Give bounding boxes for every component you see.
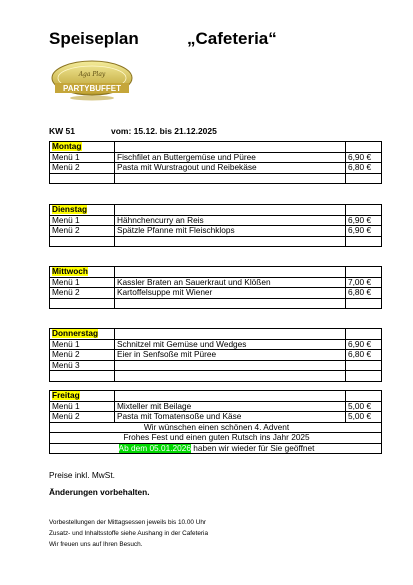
- menu-row: [50, 152, 382, 163]
- price-note: Preise inkl. MwSt.: [49, 470, 115, 480]
- menu-row: [50, 288, 382, 299]
- spacer-row: [50, 173, 382, 184]
- week-dates: vom: 15.12. bis 21.12.2025: [111, 126, 217, 136]
- menu-dish: Schnitzel mit Gemüse und Wedges: [115, 339, 346, 350]
- menu-dish: Kassler Braten an Sauerkraut und Klößen: [115, 277, 346, 288]
- menu-row: [50, 163, 382, 174]
- changes-note: Änderungen vorbehalten.: [49, 487, 150, 497]
- menu-row: [50, 412, 382, 423]
- menu-label: Menü 2: [50, 288, 115, 299]
- day-name: Donnerstag: [50, 329, 115, 340]
- menu-price: 6,80 €: [346, 288, 382, 299]
- menu-label: Menü 1: [50, 401, 115, 412]
- menu-price: 6,90 €: [346, 226, 382, 237]
- logo-text: PARTYBUFFET: [62, 84, 122, 93]
- footer-row: [50, 422, 382, 433]
- menu-label: Menü 1: [50, 215, 115, 226]
- menu-dish: Eier in Senfsoße mit Püree: [115, 350, 346, 361]
- menu-label: Menü 2: [50, 163, 115, 174]
- footer-row: [50, 443, 382, 454]
- menu-dish: Fischfilet an Buttergemüse und Püree: [115, 152, 346, 163]
- day-header-row: [50, 391, 382, 402]
- menu-price: 5,00 €: [346, 401, 382, 412]
- menu-dish: Pasta mit Tomatensoße und Käse: [115, 412, 346, 423]
- menu-label: Menü 1: [50, 152, 115, 163]
- menu-price: 6,90 €: [346, 215, 382, 226]
- spacer-row: [50, 298, 382, 309]
- menu-label: Menü 2: [50, 412, 115, 423]
- reopening-date: Ab dem 05.01.2026: [118, 443, 191, 453]
- reopening-text: haben wir wieder für Sie geöffnet: [190, 443, 315, 453]
- menu-dish: Kartoffelsuppe mit Wiener: [115, 288, 346, 299]
- menu-label: Menü 3: [50, 360, 115, 371]
- day-table-dienstag: [49, 204, 382, 247]
- menu-dish: Hähnchencurry an Reis: [115, 215, 346, 226]
- day-table-donnerstag: [49, 328, 382, 382]
- menu-price: 6,80 €: [346, 350, 382, 361]
- menu-price: 5,00 €: [346, 412, 382, 423]
- menu-label: Menü 1: [50, 277, 115, 288]
- menu-price: 6,90 €: [346, 152, 382, 163]
- day-name: Mittwoch: [50, 267, 115, 278]
- spacer-row: [50, 236, 382, 247]
- menu-row: [50, 277, 382, 288]
- menu-label: Menü 2: [50, 350, 115, 361]
- menu-row: [50, 215, 382, 226]
- spacer-row: [50, 371, 382, 382]
- menu-dish: Spätzle Pfanne mit Fleischklops: [115, 226, 346, 237]
- menu-row: [50, 401, 382, 412]
- menu-row: [50, 339, 382, 350]
- day-table-freitag: [49, 390, 382, 454]
- menu-label: Menü 2: [50, 226, 115, 237]
- menu-dish: Pasta mit Wurstragout und Reibekäse: [115, 163, 346, 174]
- day-header-row: [50, 205, 382, 216]
- allergen-note: Zusatz- und Inhaltsstoffe siehe Aushang in der Cafeteria: [49, 530, 209, 537]
- holiday-greeting: Frohes Fest und einen guten Rutsch ins Jahr 2025: [50, 433, 382, 444]
- day-header-row: [50, 142, 382, 153]
- menu-price: [346, 360, 382, 371]
- menu-dish: Mixteller mit Beilage: [115, 401, 346, 412]
- party-buffet-logo: [49, 56, 135, 102]
- day-header-row: [50, 329, 382, 340]
- day-name: Montag: [50, 142, 115, 153]
- logo-script: Aga Play: [78, 71, 106, 78]
- menu-price: 6,90 €: [346, 339, 382, 350]
- day-name: Dienstag: [50, 205, 115, 216]
- menu-label: Menü 1: [50, 339, 115, 350]
- menu-price: 6,80 €: [346, 163, 382, 174]
- page-subtitle: „Cafeteria“: [187, 29, 277, 48]
- menu-row: [50, 350, 382, 361]
- menu-dish: [115, 360, 346, 371]
- menu-row: [50, 360, 382, 371]
- week-number: KW 51: [49, 126, 75, 136]
- advent-greeting: Wir wünschen einen schönen 4. Advent: [50, 422, 382, 433]
- day-name: Freitag: [50, 391, 115, 402]
- day-header-row: [50, 267, 382, 278]
- welcome-note: Wir freuen uns auf Ihren Besuch.: [49, 541, 143, 548]
- day-table-montag: [49, 141, 382, 184]
- footer-row: [50, 433, 382, 444]
- page-title: Speiseplan: [49, 29, 139, 48]
- menu-price: 7,00 €: [346, 277, 382, 288]
- menu-row: [50, 226, 382, 237]
- preorder-note: Vorbestellungen der Mittagsessen jeweils bis 10.00 Uhr: [49, 519, 207, 526]
- day-table-mittwoch: [49, 266, 382, 309]
- reopening-note: [50, 443, 382, 454]
